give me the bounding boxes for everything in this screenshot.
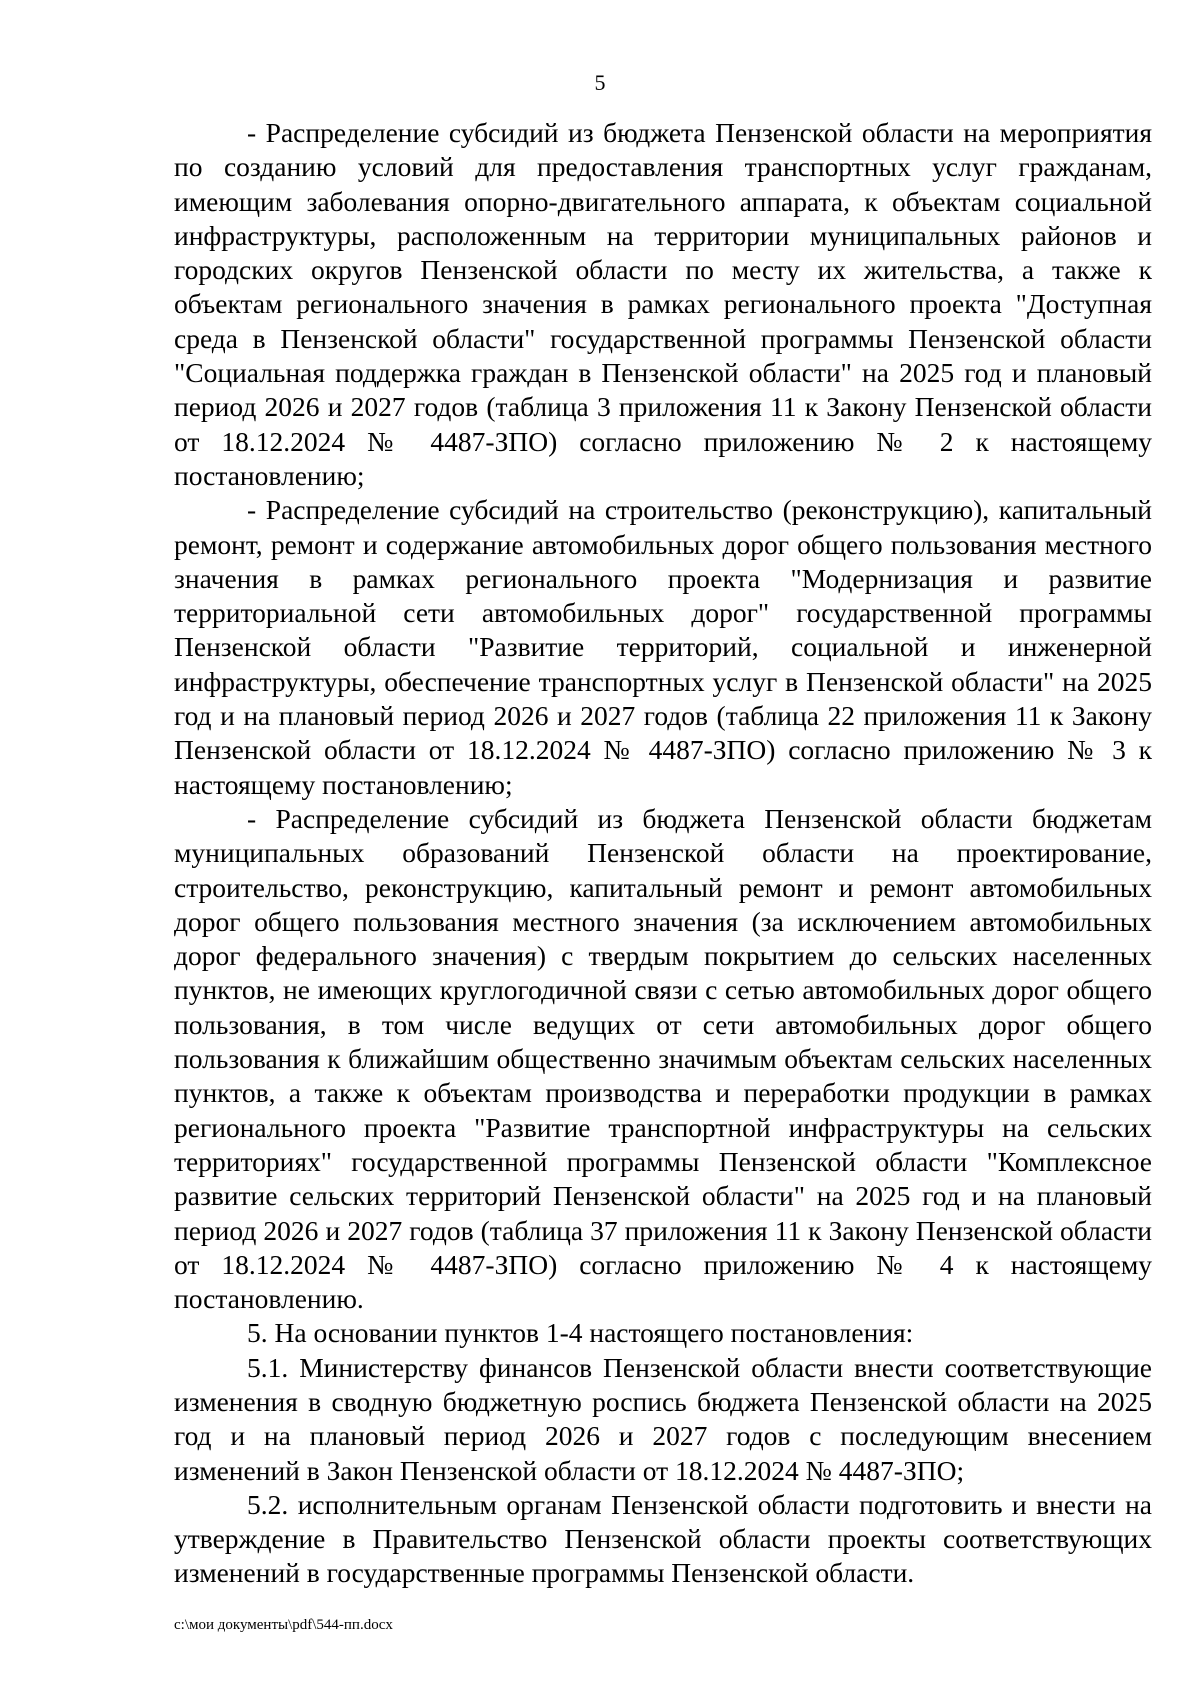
paragraph-subsidy-road-construction: - Распределение субсидий на строительство (реконструкцию), капитальный ремонт, ремонт и содержание автомобильных дорог общего пользования местного значения в рамках регионального проекта "Модернизация и развитие территориальной сети автомобильных дорог" государственной программы Пензенской области "Развитие территорий, социальной и инженерной инфраструктуры, обеспечение транспортных услуг в Пензенской области" на 2025 год и на плановый период 2026 и 2027 годов (таблица 22 приложения 11 к Закону Пензенской области от 18.12.2024 № 4487-ЗПО) согласно приложению № 3 к настоящему постановлению; — [174, 494, 1152, 800]
document-body — [174, 116, 1152, 1591]
paragraph-item-5-2: 5.2. исполнительным органам Пензенской области подготовить и внести на утверждение в Правительство Пензенской области проекты соответствующих изменений в государственные программы Пензенской области. — [174, 1488, 1152, 1589]
footer-file-path: c:\мои документы\pdf\544-пп.docx — [174, 1617, 393, 1633]
paragraph-subsidy-transport-services: - Распределение субсидий из бюджета Пензенской области на мероприятия по созданию условий для предоставления транспортных услуг гражданам, имеющим заболевания опорно-двигательного аппарата, к объектам социальной инфраструктуры, расположенным на территории муниципальных районов и городских округов Пензенской области по месту их жительства, а также к объектам регионального значения в рамках регионального проекта "Доступная среда в Пензенской области" государственной программы Пензенской области "Социальная поддержка граждан в Пензенской области" на 2025 год и плановый период 2026 и 2027 годов (таблица 3 приложения 11 к Закону Пензенской области от 18.12.2024 № 4487-ЗПО) согласно приложению № 2 к настоящему постановлению; — [174, 117, 1152, 491]
paragraph-item-5: 5. На основании пунктов 1-4 настоящего постановления: — [247, 1317, 914, 1349]
paragraph-item-5-1: 5.1. Министерству финансов Пензенской области внести соответствующие изменения в сводную бюджетную роспись бюджета Пензенской области на 2025 год и на плановый период 2026 и 2027 годов с последующим внесением изменений в Закон Пензенской области от 18.12.2024 № 4487-ЗПО; — [174, 1351, 1152, 1486]
paragraph-subsidy-rural-roads: - Распределение субсидий из бюджета Пензенской области бюджетам муниципальных образований Пензенской области на проектирование, строительство, реконструкцию, капитальный ремонт и ремонт автомобильных дорог общего пользования местного значения (за исключением автомобильных дорог федерального значения) с твердым покрытием до сельских населенных пунктов, не имеющих круглогодичной связи с сетью автомобильных дорог общего пользования, в том числе ведущих от сети автомобильных дорог общего пользования к ближайшим общественно значимым объектам сельских населенных пунктов, а также к объектам производства и переработки продукции в рамках регионального проекта "Развитие транспортной инфраструктуры на сельских территориях" государственной программы Пензенской области "Комплексное развитие сельских территорий Пензенской области" на 2025 год и на плановый период 2026 и 2027 годов (таблица 37 приложения 11 к Закону Пензенской области от 18.12.2024 № 4487-ЗПО) согласно приложению № 4 к настоящему постановлению. — [174, 802, 1152, 1315]
page-number: 5 — [594, 70, 606, 95]
